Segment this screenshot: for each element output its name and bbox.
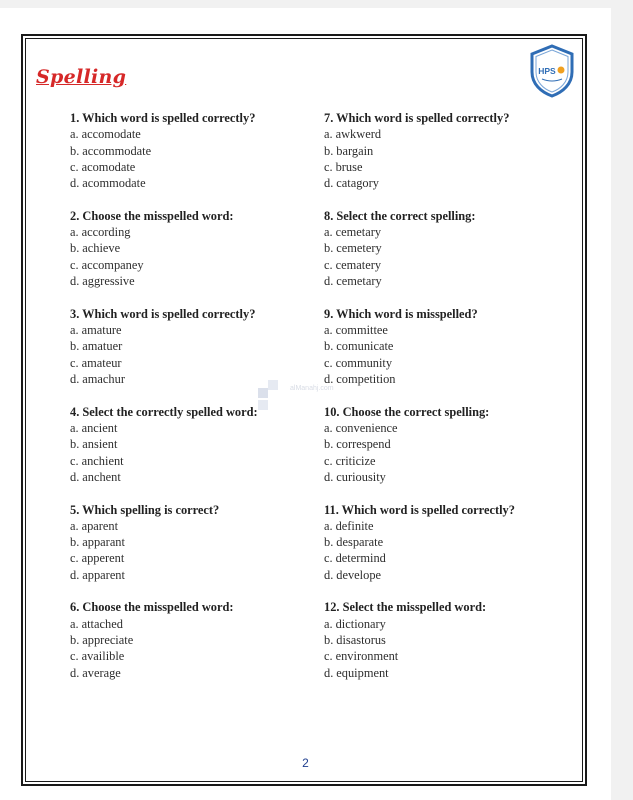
option-letter: d. — [324, 274, 334, 289]
option-word: apparant — [82, 535, 125, 550]
question-text: 3. Which word is spelled correctly? — [70, 306, 256, 321]
question-text: 11. Which word is spelled correctly? — [324, 502, 515, 517]
option-b — [70, 240, 285, 256]
option-letter: c. — [70, 453, 79, 468]
option-a — [70, 126, 285, 142]
option-word: desparate — [336, 535, 384, 550]
option-a — [70, 616, 285, 632]
question-text: 7. Which word is spelled correctly? — [324, 111, 510, 125]
option-word: according — [81, 225, 131, 240]
option-b — [70, 534, 285, 550]
option-letter: c. — [70, 649, 79, 664]
option-a — [324, 322, 544, 338]
option-word: acommodate — [82, 176, 146, 191]
option-word: criticize — [335, 453, 376, 468]
option-b — [324, 338, 544, 354]
option-word: aggressive — [82, 274, 135, 289]
question-text: 5. Which spelling is correct? — [70, 502, 220, 517]
option-word: bruse — [335, 159, 363, 174]
watermark-text: alManahj.com — [290, 385, 334, 392]
option-word: ancient — [81, 420, 118, 435]
option-word: attached — [81, 616, 123, 631]
questions-right-column — [324, 110, 544, 697]
option-word: committee — [335, 323, 388, 338]
option-word: cematery — [335, 257, 382, 272]
option-letter: d. — [324, 371, 334, 386]
option-letter: c. — [324, 257, 333, 272]
logo-text: HPS — [538, 66, 556, 76]
option-c — [324, 257, 544, 273]
question-text: 12. Select the misspelled word: — [324, 600, 487, 615]
option-letter: d. — [324, 176, 334, 191]
question-text: 10. Choose the correct spelling: — [324, 404, 490, 419]
option-d — [70, 371, 285, 387]
question-text: 6. Choose the misspelled word: — [70, 600, 234, 615]
option-a — [324, 420, 544, 436]
question-2 — [70, 208, 285, 289]
option-b — [70, 632, 285, 648]
option-letter: d. — [70, 469, 80, 484]
option-letter: a. — [70, 225, 79, 240]
question-12 — [324, 599, 544, 680]
option-word: achieve — [82, 241, 121, 256]
option-a — [70, 322, 285, 338]
option-word: ansient — [82, 437, 118, 452]
option-word: amature — [81, 323, 122, 338]
option-word: cemetery — [336, 241, 382, 256]
option-letter: c. — [70, 551, 79, 566]
option-b — [324, 143, 544, 159]
option-d — [324, 469, 544, 485]
option-letter: d. — [70, 371, 80, 386]
option-a — [324, 126, 544, 142]
option-c — [324, 550, 544, 566]
option-d — [324, 665, 544, 681]
option-letter: a. — [324, 323, 333, 338]
page-number: 2 — [302, 756, 309, 770]
option-word: convenience — [335, 420, 398, 435]
option-letter: a. — [70, 420, 79, 435]
question-3 — [70, 306, 285, 387]
option-a — [324, 616, 544, 632]
worksheet-page — [0, 8, 611, 800]
option-letter: c. — [70, 159, 79, 174]
option-b — [70, 436, 285, 452]
option-letter: a. — [324, 420, 333, 435]
option-word: aparent — [81, 518, 119, 533]
option-d — [324, 175, 544, 191]
option-b — [324, 240, 544, 256]
option-c — [324, 648, 544, 664]
option-word: anchent — [82, 469, 121, 484]
option-b — [70, 338, 285, 354]
question-9 — [324, 306, 544, 387]
option-word: curiousity — [336, 469, 386, 484]
option-d — [70, 469, 285, 485]
option-letter: a. — [324, 616, 333, 631]
option-letter: c. — [324, 551, 333, 566]
option-letter: d. — [324, 469, 334, 484]
option-word: apperent — [81, 551, 125, 566]
option-word: acomodate — [81, 159, 136, 174]
option-letter: b. — [324, 437, 334, 452]
option-word: catagory — [336, 176, 379, 191]
question-1 — [70, 110, 285, 191]
option-letter: b. — [324, 241, 334, 256]
option-word: correspend — [336, 437, 391, 452]
option-letter: a. — [324, 225, 333, 240]
option-c — [70, 648, 285, 664]
option-d — [324, 371, 544, 387]
option-letter: d. — [324, 567, 334, 582]
option-c — [324, 159, 544, 175]
option-b — [324, 534, 544, 550]
option-word: availible — [81, 649, 125, 664]
option-letter: c. — [324, 649, 333, 664]
option-d — [70, 567, 285, 583]
option-d — [70, 175, 285, 191]
option-letter: d. — [324, 665, 334, 680]
option-d — [70, 665, 285, 681]
option-c — [324, 355, 544, 371]
option-a — [324, 518, 544, 534]
option-word: cemetary — [335, 225, 382, 240]
question-6 — [70, 599, 285, 680]
question-text: 2. Choose the misspelled word: — [70, 208, 234, 223]
option-letter: c. — [324, 159, 333, 174]
option-word: apparent — [82, 567, 125, 582]
option-word: disastorus — [336, 632, 386, 647]
option-d — [324, 567, 544, 583]
option-letter: b. — [70, 143, 80, 158]
option-word: anchient — [81, 453, 124, 468]
option-word: develope — [336, 567, 382, 582]
option-a — [70, 518, 285, 534]
option-letter: a. — [70, 518, 79, 533]
option-word: community — [335, 355, 393, 370]
option-b — [324, 436, 544, 452]
option-letter: b. — [324, 535, 334, 550]
option-word: amatuer — [82, 339, 123, 354]
option-a — [70, 420, 285, 436]
option-word: accompaney — [81, 257, 144, 272]
option-word: bargain — [336, 143, 374, 158]
option-letter: c. — [70, 257, 79, 272]
option-c — [70, 159, 285, 175]
option-letter: a. — [324, 127, 333, 142]
option-word: accomodate — [81, 127, 141, 142]
option-word: average — [82, 665, 121, 680]
option-letter: b. — [70, 535, 80, 550]
question-11 — [324, 502, 544, 583]
option-letter: b. — [70, 241, 80, 256]
questions-left-column — [70, 110, 285, 697]
question-text: 8. Select the correct spelling: — [324, 208, 476, 223]
option-b — [324, 632, 544, 648]
option-a — [70, 224, 285, 240]
option-letter: d. — [70, 274, 80, 289]
option-letter: b. — [70, 437, 80, 452]
option-word: accommodate — [82, 143, 152, 158]
option-word: equipment — [336, 665, 389, 680]
option-word: appreciate — [82, 632, 134, 647]
option-letter: a. — [70, 616, 79, 631]
option-b — [70, 143, 285, 159]
option-letter: a. — [70, 127, 79, 142]
question-text: 1. Which word is spelled correctly? — [70, 111, 256, 125]
question-5 — [70, 502, 285, 583]
option-word: amachur — [82, 371, 125, 386]
page-title: Spelling — [36, 66, 127, 88]
option-letter: d. — [70, 567, 80, 582]
option-letter: c. — [70, 355, 79, 370]
option-letter: b. — [324, 632, 334, 647]
question-text: 9. Which word is misspelled? — [324, 306, 478, 321]
option-letter: b. — [324, 339, 334, 354]
question-7 — [324, 110, 544, 191]
question-4 — [70, 404, 285, 485]
option-d — [324, 273, 544, 289]
option-letter: a. — [324, 518, 333, 533]
option-word: cemetary — [336, 274, 382, 289]
option-word: comunicate — [336, 339, 394, 354]
option-letter: d. — [70, 176, 80, 191]
option-letter: a. — [70, 323, 79, 338]
question-10 — [324, 404, 544, 485]
option-letter: b. — [324, 143, 334, 158]
question-8 — [324, 208, 544, 289]
option-word: awkwerd — [335, 127, 382, 142]
option-word: competition — [336, 371, 396, 386]
option-word: amateur — [81, 355, 122, 370]
option-letter: d. — [70, 665, 80, 680]
option-c — [70, 550, 285, 566]
school-logo — [528, 44, 576, 98]
question-text: 4. Select the correctly spelled word: — [70, 404, 258, 419]
option-d — [70, 273, 285, 289]
option-a — [324, 224, 544, 240]
option-c — [70, 355, 285, 371]
option-word: determind — [335, 551, 386, 566]
option-c — [70, 257, 285, 273]
option-letter: b. — [70, 632, 80, 647]
option-word: environment — [335, 649, 399, 664]
option-word: definite — [335, 518, 374, 533]
option-word: dictionary — [335, 616, 386, 631]
option-c — [324, 453, 544, 469]
option-letter: b. — [70, 339, 80, 354]
option-letter: c. — [324, 355, 333, 370]
option-letter: c. — [324, 453, 333, 468]
option-c — [70, 453, 285, 469]
